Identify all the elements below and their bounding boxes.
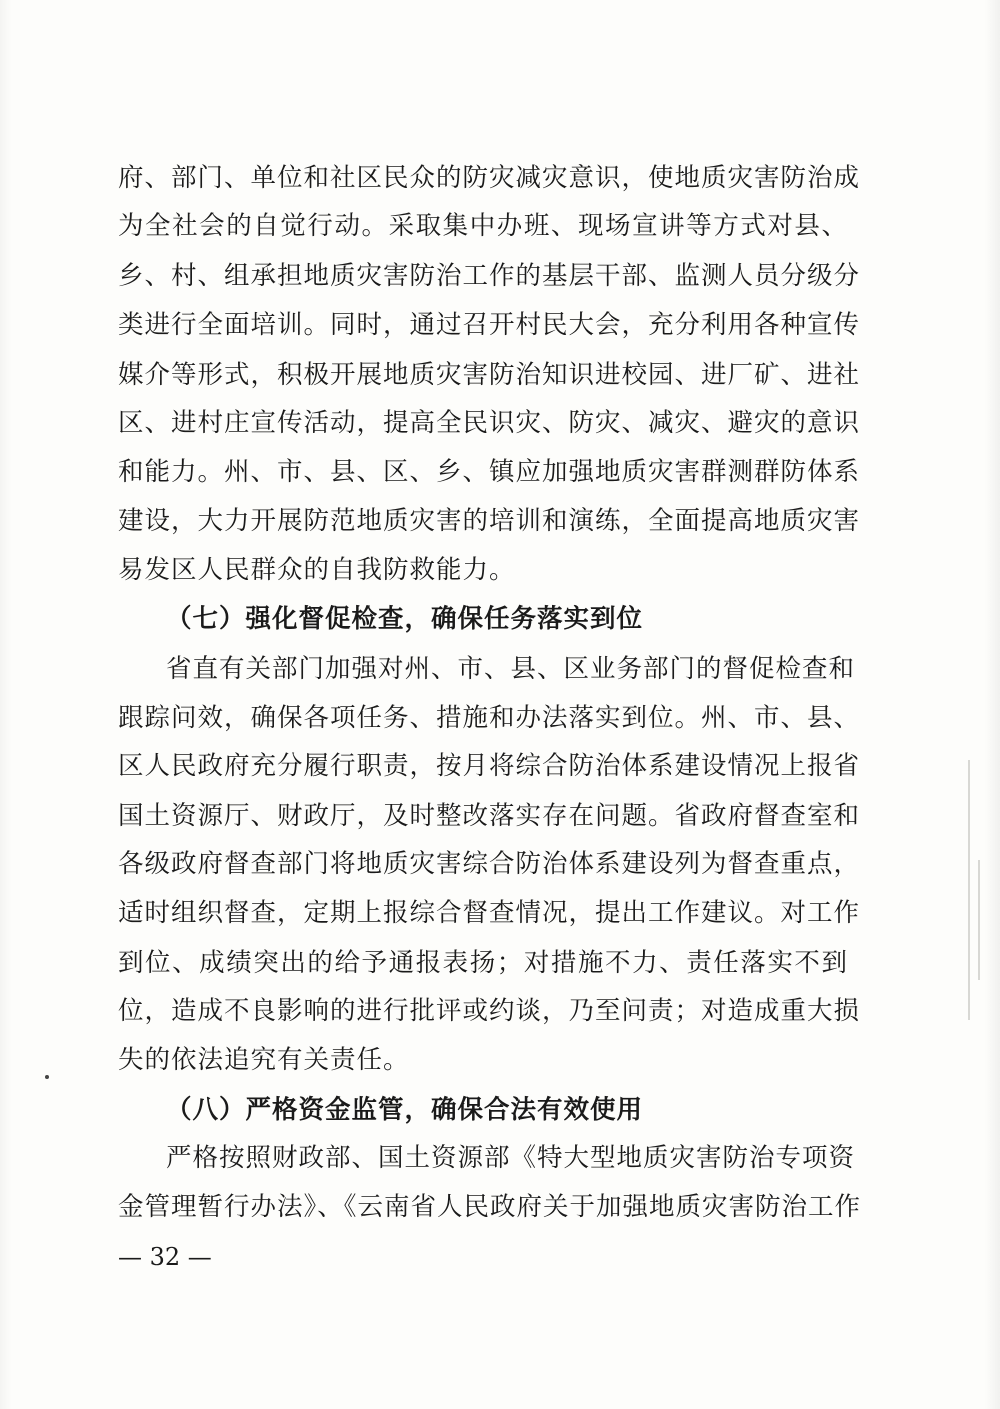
section8-line: 金管理暂行办法》、《云南省人民政府关于加强地质灾害防治工作 <box>118 1192 862 1222</box>
section7-line: 失的依法追究有关责任。 <box>118 1045 410 1075</box>
page-number: — 32 — <box>118 1243 212 1271</box>
section8-line: 严格按照财政部、国土资源部《特大型地质灾害防治专项资 <box>166 1143 856 1173</box>
section7-line: 到位、成绩突出的给予通报表扬；对措施不力、责任落实不到 <box>118 948 848 978</box>
section7-line: 区人民政府充分履行职责，按月将综合防治体系建设情况上报省 <box>118 751 861 781</box>
section7-line: 适时组织督查，定期上报综合督查情况，提出工作建议。对工作 <box>118 898 861 928</box>
body-line: 府、部门、单位和社区民众的防灾减灾意识，使地质灾害防治成 <box>118 163 861 193</box>
section7-line: 跟踪问效，确保各项任务、措施和办法落实到位。州、市、县、 <box>118 703 861 733</box>
section7-line: 位，造成不良影响的进行批评或约谈，乃至问责；对造成重大损 <box>118 996 861 1026</box>
body-line: 和能力。州、市、县、区、乡、镇应加强地质灾害群测群防体系 <box>118 457 861 487</box>
body-line: 区、进村庄宣传活动，提高全民识灾、防灾、减灾、避灾的意识 <box>118 408 861 438</box>
body-line: 为全社会的自觉行动。采取集中办班、现场宣讲等方式对县、 <box>118 211 848 241</box>
scan-edge-mark <box>968 760 970 1020</box>
body-line: 媒介等形式，积极开展地质灾害防治知识进校园、进厂矿、进社 <box>118 360 861 390</box>
scan-dot-mark <box>45 1075 49 1079</box>
section-heading-8: （八）严格资金监管，确保合法有效使用 <box>166 1095 644 1125</box>
section-heading-7: （七）强化督促检查，确保任务落实到位 <box>166 604 644 634</box>
section7-line: 国土资源厅、财政厅，及时整改落实存在问题。省政府督查室和 <box>118 801 861 831</box>
body-line: 建设，大力开展防范地质灾害的培训和演练，全面提高地质灾害 <box>118 506 861 536</box>
scan-edge-mark <box>978 860 980 980</box>
body-line: 类进行全面培训。同时，通过召开村民大会，充分利用各种宣传 <box>118 310 861 340</box>
body-line: 乡、村、组承担地质灾害防治工作的基层干部、监测人员分级分 <box>118 261 861 291</box>
section7-line: 省直有关部门加强对州、市、县、区业务部门的督促检查和 <box>166 654 856 684</box>
body-line: 易发区人民群众的自我防救能力。 <box>118 555 516 585</box>
section7-line: 各级政府督查部门将地质灾害综合防治体系建设列为督查重点， <box>118 849 861 879</box>
